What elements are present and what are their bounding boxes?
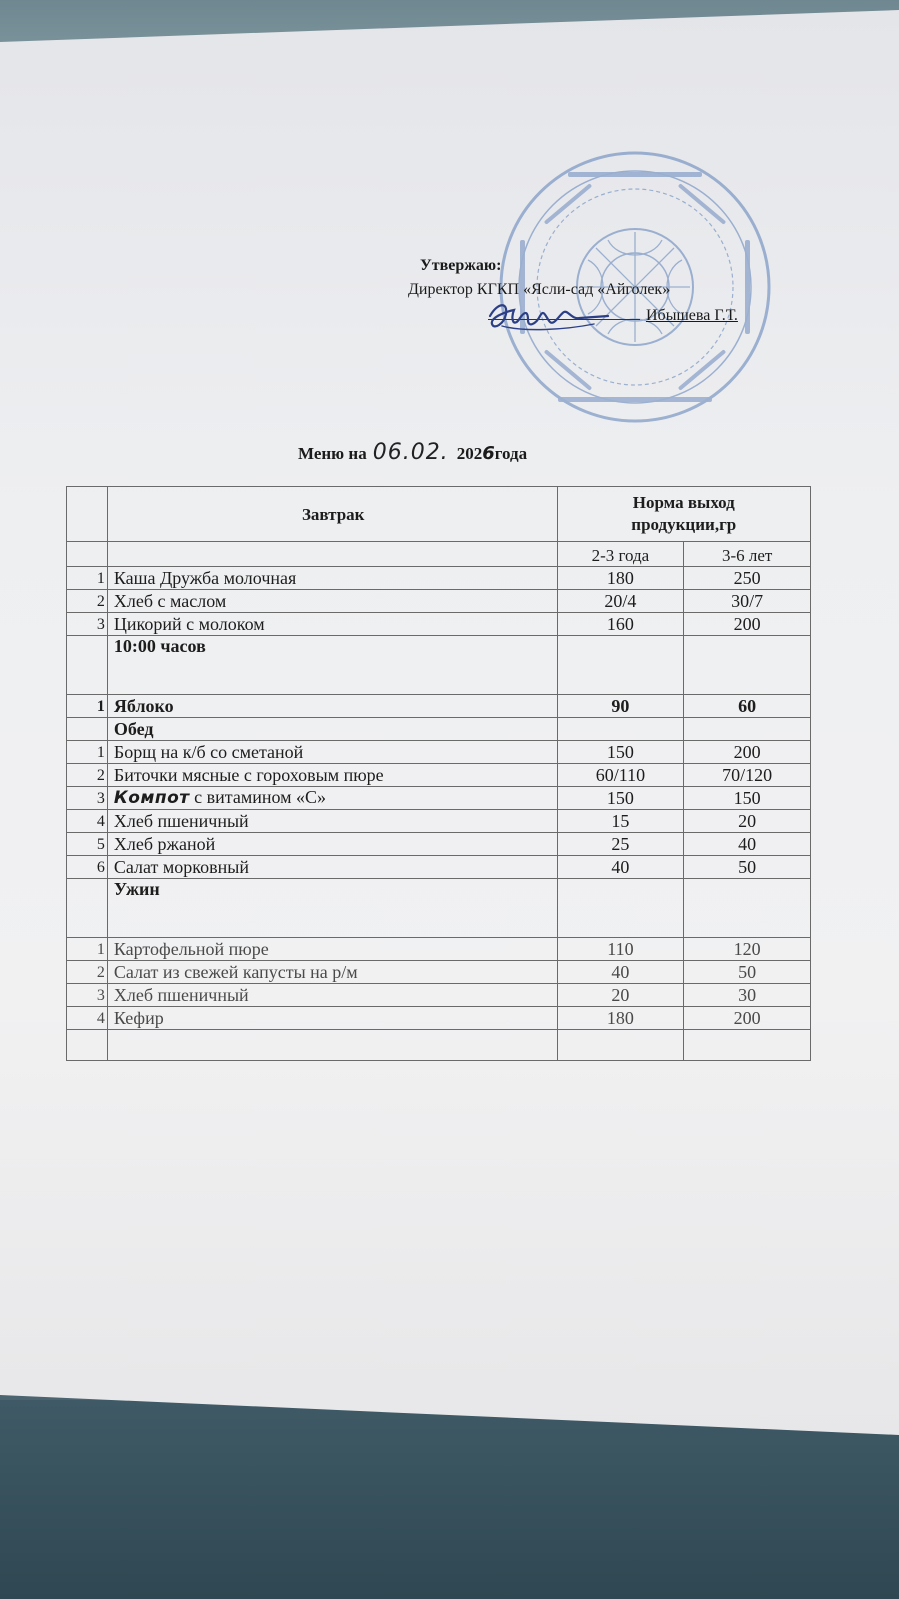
- section-empty-cell: [684, 636, 811, 695]
- row-dish: Кефир: [107, 1007, 557, 1030]
- section-empty-cell: [557, 879, 684, 938]
- signature-icon: [484, 296, 614, 336]
- menu-title: [298, 440, 527, 465]
- row-num: 1: [67, 741, 108, 764]
- table-row: [67, 764, 811, 787]
- section-empty-cell: [557, 718, 684, 741]
- table-row: [67, 613, 811, 636]
- background-bottom: [0, 1400, 899, 1599]
- row-num: 3: [67, 613, 108, 636]
- row-dish: Картофельной пюре: [107, 938, 557, 961]
- menu-year-handwritten: 6: [482, 443, 495, 464]
- row-value-3-6: 60: [684, 695, 811, 718]
- section-empty-cell: [684, 879, 811, 938]
- row-value-2-3: 40: [557, 856, 684, 879]
- row-value-3-6: 150: [684, 787, 811, 810]
- section-title: Обед: [107, 718, 557, 741]
- row-num: 3: [67, 984, 108, 1007]
- table-row: [67, 567, 811, 590]
- table-age-row: [67, 542, 811, 567]
- row-value-3-6: 200: [684, 741, 811, 764]
- age-num-cell: [67, 542, 108, 567]
- approval-block: [408, 254, 828, 328]
- row-dish: Хлеб с маслом: [107, 590, 557, 613]
- row-num: 1: [67, 695, 108, 718]
- row-dish: Салат из свежей капусты на р/м: [107, 961, 557, 984]
- menu-title-suffix: года: [494, 444, 528, 463]
- row-num: 6: [67, 856, 108, 879]
- section-row-lunch: [67, 718, 811, 741]
- row-dish: Салат морковный: [107, 856, 557, 879]
- dish-handwritten-part: Компот: [113, 788, 190, 808]
- menu-title-prefix: Меню на: [298, 444, 367, 463]
- dish-printed-part: с витамином «С»: [189, 787, 327, 807]
- menu-year-printed: 202: [456, 444, 483, 463]
- row-value-2-3: 160: [557, 613, 684, 636]
- row-num: 4: [67, 1007, 108, 1030]
- table-row: [67, 1007, 811, 1030]
- header-norm-line1: Норма выход: [632, 493, 735, 512]
- header-norm-line2: продукции,гр: [631, 515, 737, 534]
- row-num: 5: [67, 833, 108, 856]
- row-value-2-3: 150: [557, 787, 684, 810]
- menu-table: [66, 486, 811, 1061]
- row-value-2-3: 40: [557, 961, 684, 984]
- row-value-3-6: 50: [684, 961, 811, 984]
- row-dish: Каша Дружба молочная: [107, 567, 557, 590]
- row-dish: [107, 787, 557, 810]
- header-num-cell: [67, 487, 108, 542]
- row-dish: Цикорий с молоком: [107, 613, 557, 636]
- row-num: 2: [67, 590, 108, 613]
- section-num-cell: [67, 718, 108, 741]
- empty-cell: [684, 1030, 811, 1061]
- age-group-1: 2-3 года: [557, 542, 684, 567]
- row-num: 4: [67, 810, 108, 833]
- section-num-cell: [67, 879, 108, 938]
- table-row: [67, 938, 811, 961]
- row-value-3-6: 20: [684, 810, 811, 833]
- row-value-3-6: 40: [684, 833, 811, 856]
- section-title: Ужин: [107, 879, 557, 938]
- row-value-2-3: 15: [557, 810, 684, 833]
- header-norm-cell: [557, 487, 810, 542]
- table-row: [67, 810, 811, 833]
- menu-date-handwritten: 06.02.: [372, 440, 449, 465]
- row-num: 1: [67, 567, 108, 590]
- row-value-2-3: 150: [557, 741, 684, 764]
- row-value-2-3: 20/4: [557, 590, 684, 613]
- row-value-2-3: 25: [557, 833, 684, 856]
- empty-cell: [107, 1030, 557, 1061]
- table-row: [67, 833, 811, 856]
- table-row: [67, 741, 811, 764]
- row-value-3-6: 30: [684, 984, 811, 1007]
- table-header-row: [67, 487, 811, 542]
- empty-cell: [67, 1030, 108, 1061]
- section-empty-cell: [684, 718, 811, 741]
- row-dish: Биточки мясные с гороховым пюре: [107, 764, 557, 787]
- approval-signature-line: [408, 304, 828, 328]
- row-num: 3: [67, 787, 108, 810]
- director-name: Ибышева Г.Т.: [646, 307, 738, 324]
- row-value-2-3: 20: [557, 984, 684, 1007]
- age-group-2: 3-6 лет: [684, 542, 811, 567]
- table-row: [67, 984, 811, 1007]
- header-meal-cell: Завтрак: [107, 487, 557, 542]
- row-num: 2: [67, 764, 108, 787]
- row-dish: Яблоко: [107, 695, 557, 718]
- table-empty-row: [67, 1030, 811, 1061]
- section-num-cell: [67, 636, 108, 695]
- row-num: 1: [67, 938, 108, 961]
- age-name-cell: [107, 542, 557, 567]
- table-row: [67, 590, 811, 613]
- section-row-snack: [67, 636, 811, 695]
- section-row-dinner: [67, 879, 811, 938]
- row-value-3-6: 30/7: [684, 590, 811, 613]
- section-empty-cell: [557, 636, 684, 695]
- row-num: 2: [67, 961, 108, 984]
- row-value-3-6: 120: [684, 938, 811, 961]
- table-row: [67, 695, 811, 718]
- row-dish: Хлеб пшеничный: [107, 810, 557, 833]
- row-value-2-3: 60/110: [557, 764, 684, 787]
- table-row: [67, 961, 811, 984]
- row-dish: Хлеб пшеничный: [107, 984, 557, 1007]
- row-value-3-6: 250: [684, 567, 811, 590]
- row-value-2-3: 180: [557, 1007, 684, 1030]
- empty-cell: [557, 1030, 684, 1061]
- row-value-2-3: 110: [557, 938, 684, 961]
- approval-heading: Утвержаю:: [420, 257, 502, 274]
- row-dish: Борщ на к/б со сметаной: [107, 741, 557, 764]
- approval-position: Директор КГКП «Ясли-сад «Айголек»: [408, 281, 671, 298]
- row-value-2-3: 90: [557, 695, 684, 718]
- row-value-3-6: 200: [684, 613, 811, 636]
- row-value-3-6: 50: [684, 856, 811, 879]
- row-value-3-6: 200: [684, 1007, 811, 1030]
- table-row: [67, 787, 811, 810]
- row-value-3-6: 70/120: [684, 764, 811, 787]
- section-title: 10:00 часов: [107, 636, 557, 695]
- table-row: [67, 856, 811, 879]
- row-value-2-3: 180: [557, 567, 684, 590]
- row-dish: Хлеб ржаной: [107, 833, 557, 856]
